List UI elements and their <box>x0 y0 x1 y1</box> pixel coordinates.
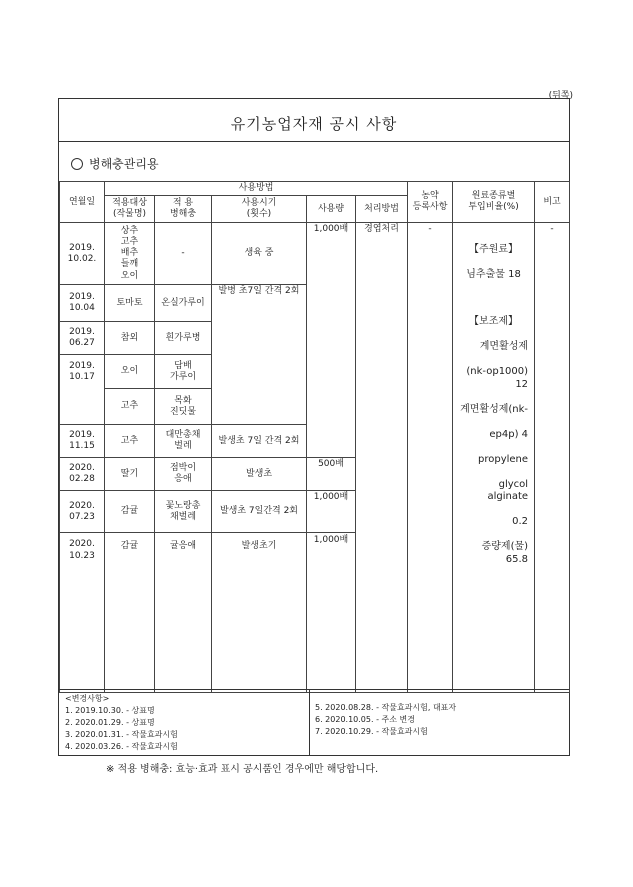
title-divider <box>59 141 569 142</box>
header-usage-method: 사용방법 <box>105 182 408 196</box>
row7-amount: 500배 <box>307 458 356 491</box>
usage-table <box>59 181 570 693</box>
row6-target: 고추 <box>105 425 155 458</box>
change-item: 1. 2019.10.30. - 상표명 <box>65 706 155 715</box>
row2-target: 토마토 <box>105 285 155 322</box>
row5-date <box>60 389 105 425</box>
header-registration: 농약 등록사항 <box>408 182 453 223</box>
row4-date: 2019. 10.17 <box>60 355 105 389</box>
row8-amount: 1,000배 <box>307 491 356 533</box>
aux-ingredient-7: 0.2 <box>512 516 529 528</box>
aux-ingredient-1: 계면활성제 <box>479 341 529 353</box>
back-side-label: (뒤쪽) <box>548 91 573 101</box>
row1-target: 상추 고추 배추 들깨 오이 <box>105 223 155 285</box>
row5-target: 고추 <box>105 389 155 425</box>
change-item: 3. 2020.01.31. - 작물효과시험 <box>65 730 178 739</box>
change-item: 6. 2020.10.05. - 주소 변경 <box>315 715 415 724</box>
row9-target: 감귤 <box>105 533 155 693</box>
change-item: 5. 2020.08.28. - 작물효과시험, 대표자 <box>315 703 457 712</box>
change-history <box>59 689 569 756</box>
header-date: 연월일 <box>60 182 105 223</box>
row6-timing: 발생초 7일 간격 2회 <box>212 425 307 458</box>
page-title: 유기농업자재 공시 사항 <box>230 115 398 133</box>
header-remarks: 비고 <box>535 182 570 223</box>
row2-timing: 발병 초7일 간격 2회 <box>212 285 307 425</box>
change-history-right <box>315 702 456 738</box>
row6-pest: 대만총채 벌레 <box>155 425 212 458</box>
row5-pest: 목화 진딧물 <box>155 389 212 425</box>
row2-pest: 온실가루이 <box>155 285 212 322</box>
header-timing: 사용시기 (횟수) <box>212 196 307 223</box>
aux-ingredient-label: 【보조제】 <box>469 316 519 328</box>
row3-target: 참외 <box>105 322 155 355</box>
circle-icon <box>71 158 83 170</box>
change-item: 4. 2020.03.26. - 작물효과시험 <box>65 742 178 751</box>
main-ingredient-label: 【주원료】 <box>469 243 519 255</box>
row8-pest: 꽃노랑총 채벌레 <box>155 491 212 533</box>
document-frame <box>58 98 570 756</box>
row7-date: 2020. 02.28 <box>60 458 105 491</box>
header-pest: 적 용 병해충 <box>155 196 212 223</box>
change-item: 2. 2020.01.29. - 상표명 <box>65 718 155 727</box>
main-ingredient-1: 님추출물 18 <box>466 268 521 280</box>
row7-pest: 점박이 응애 <box>155 458 212 491</box>
aux-ingredient-3: 계면활성제(nk- <box>460 403 529 415</box>
header-target: 적용대상 (작물명) <box>105 196 155 223</box>
change-history-title: <변경사항> <box>65 694 110 703</box>
header-amount: 사용량 <box>307 196 356 223</box>
change-item: 7. 2020.10.29. - 작물효과시험 <box>315 727 428 736</box>
header-treatment: 처리방법 <box>356 196 408 223</box>
row9-pest: 귤응애 <box>155 533 212 693</box>
aux-ingredient-6: glycol alginate <box>487 478 529 503</box>
row9-amount: 1,000배 <box>307 533 356 693</box>
registration-cell: - <box>408 223 453 693</box>
change-history-left <box>65 693 178 753</box>
ingredients-cell <box>453 223 535 693</box>
row4-target: 오이 <box>105 355 155 389</box>
remarks-cell: - <box>535 223 570 693</box>
aux-ingredient-5: propylene <box>478 453 529 465</box>
row6-date: 2019. 11.15 <box>60 425 105 458</box>
row7-target: 딸기 <box>105 458 155 491</box>
change-history-divider <box>309 690 310 756</box>
aux-ingredient-2: (nk-op1000) 12 <box>466 366 529 390</box>
row9-timing: 발생초기 <box>212 533 307 693</box>
row3-date: 2019. 06.27 <box>60 322 105 355</box>
treatment-cell: 경엽처리 <box>356 223 408 693</box>
row4-pest: 담배 가루이 <box>155 355 212 389</box>
section-label: 병해충관리용 <box>89 157 159 171</box>
row8-timing: 발생초 7일간격 2회 <box>212 491 307 533</box>
row1-amount: 1,000배 <box>307 223 356 458</box>
row7-timing: 발생초 <box>212 458 307 491</box>
aux-ingredient-8: 증량제(물) 65.8 <box>481 541 529 565</box>
row1-timing: 생육 중 <box>212 223 307 285</box>
row8-target: 감귤 <box>105 491 155 533</box>
row3-pest: 흰가루병 <box>155 322 212 355</box>
row1-pest: - <box>155 223 212 285</box>
footnote: ※ 적용 병해충: 효능·효과 표시 공시품인 경우에만 해당합니다. <box>106 764 379 775</box>
row9-date: 2020. 10.23 <box>60 533 105 693</box>
row8-date: 2020. 07.23 <box>60 491 105 533</box>
header-ingredients: 원료종류별 투입비율(%) <box>453 182 535 223</box>
aux-ingredient-4: ep4p) 4 <box>489 428 529 440</box>
row2-date: 2019. 10.04 <box>60 285 105 322</box>
row1-date: 2019. 10.02. <box>60 223 105 285</box>
section-heading <box>71 155 159 172</box>
